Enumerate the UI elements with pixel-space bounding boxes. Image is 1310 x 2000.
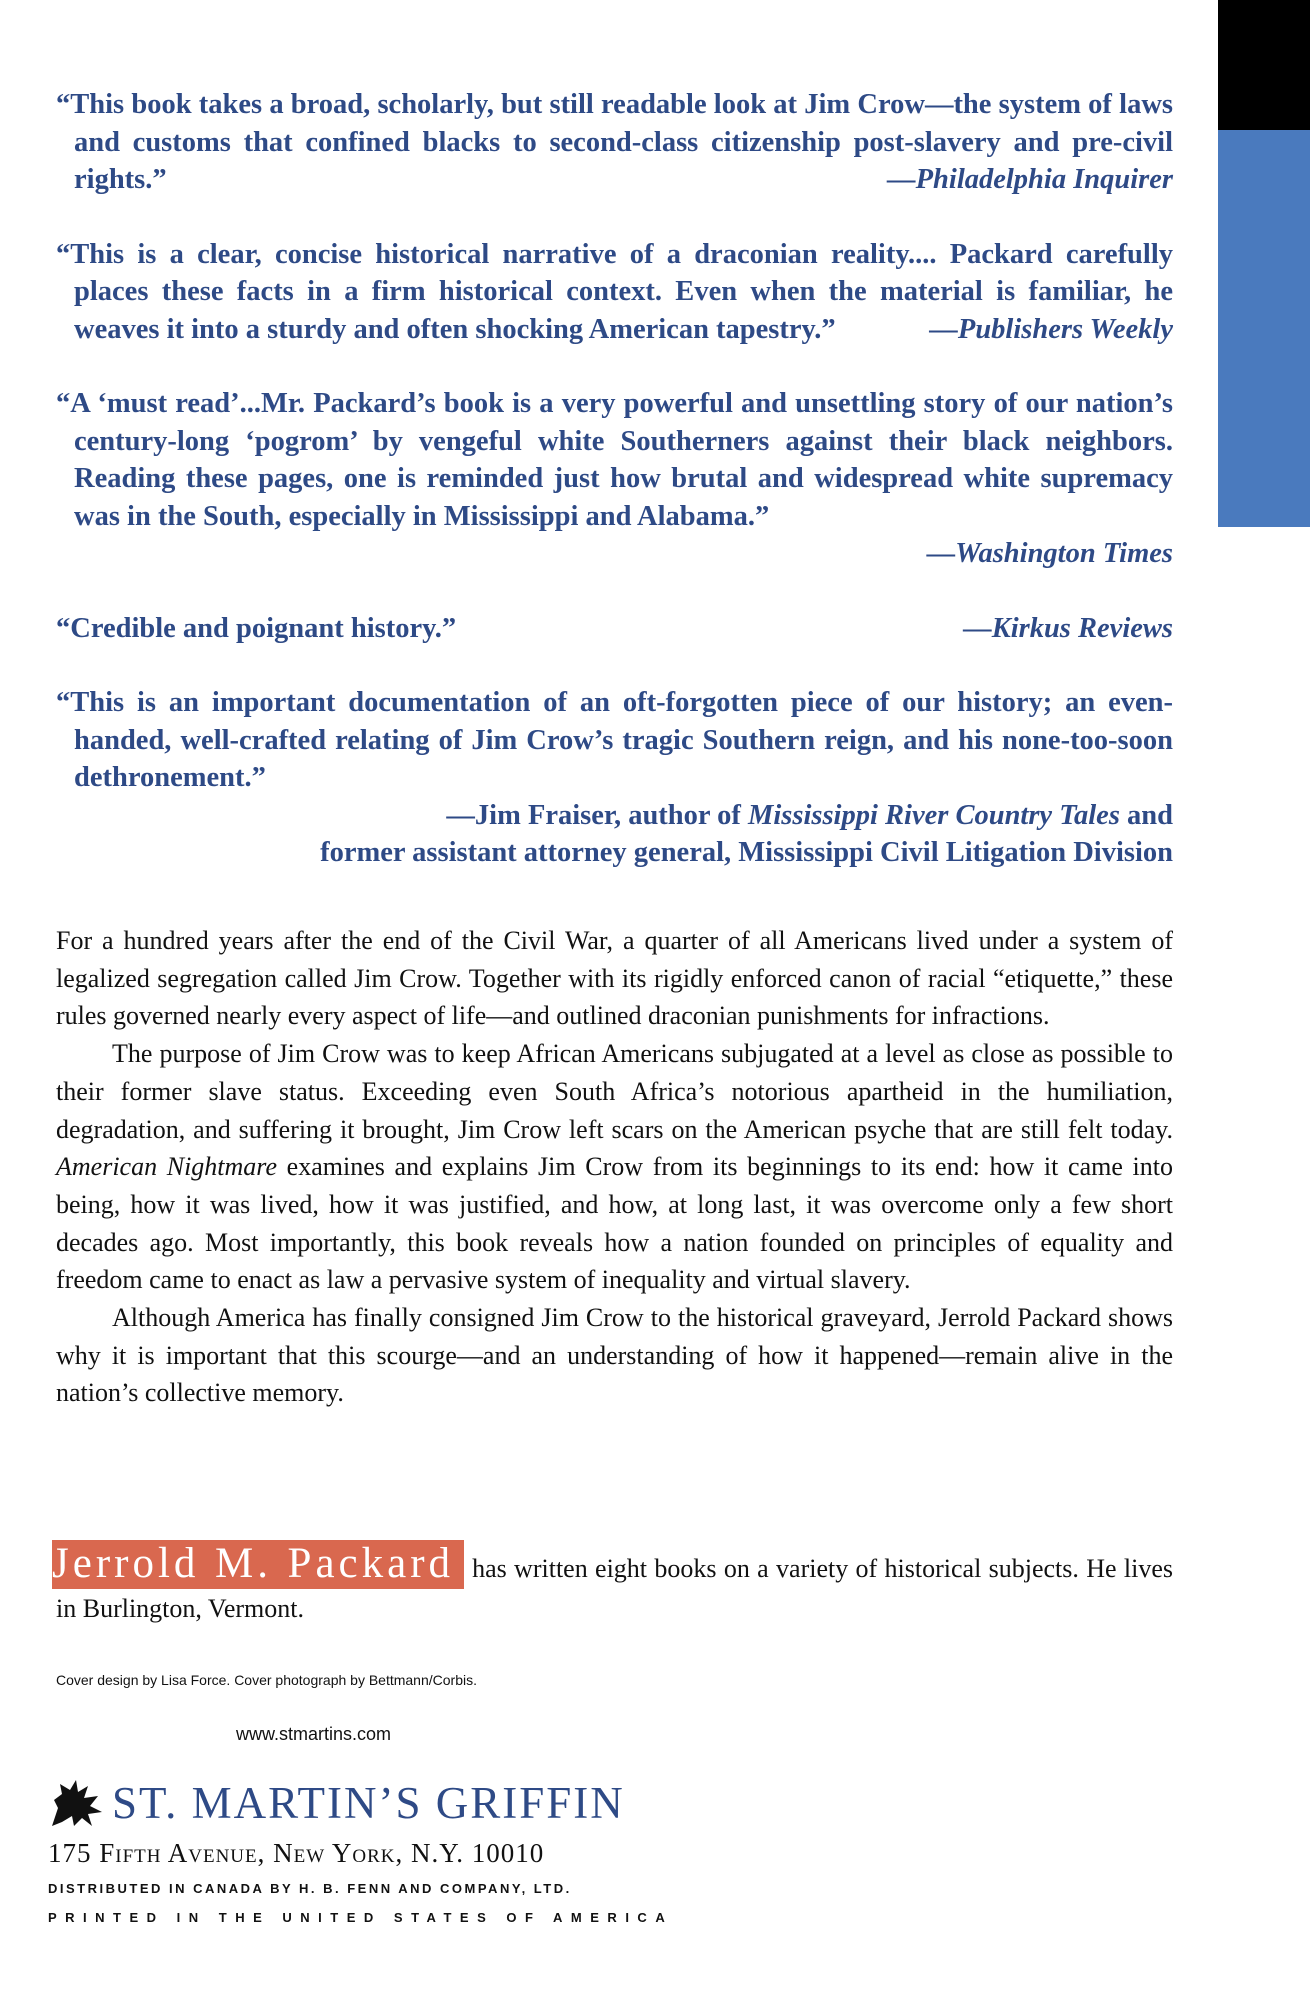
review-quote: “Credible and poignant history.” xyxy=(56,612,457,644)
publisher-url: www.stmartins.com xyxy=(236,1724,392,1744)
author-name: Jerrold M. Packard xyxy=(52,1540,464,1589)
review-source: —Kirkus Reviews xyxy=(963,612,1173,644)
description-paragraph: For a hundred years after the end of the Civil War, a quarter of all Americans lived under a system of legalized segregation called Jim Crow. Together with its rigidly enforced canon of racial “etiquette,” these rules governed nearly every aspect of life—and outlined draconian punishments for infractions. xyxy=(56,926,1173,1031)
author-bio xyxy=(52,1538,1173,1628)
attribution-line-2: former assistant attorney general, Mississippi Civil Litigation Division xyxy=(320,837,1173,868)
description-text: The purpose of Jim Crow was to keep African Americans subjugated at a level as close as possible to their former slave status. Exceeding even South Africa’s notorious apartheid in the humiliation, degradation, and suffering it brought, Jim Crow left scars on the American psyche that are still felt today. xyxy=(56,1039,1173,1144)
attribution-suffix: and xyxy=(1119,799,1173,831)
edge-tab-blue xyxy=(1218,130,1310,527)
review xyxy=(56,610,1173,648)
publisher-name: ST. MARTIN’S GRIFFIN xyxy=(112,1778,625,1828)
review-source: —Philadelphia Inquirer xyxy=(887,164,1173,195)
book-description xyxy=(56,922,1173,1412)
review xyxy=(56,385,1173,573)
publisher-address: 175 Fifth Avenue, New York, N.Y. 10010 xyxy=(48,1838,545,1868)
attribution-book-title: Mississippi River Country Tales xyxy=(748,799,1120,831)
review-quote: “This book takes a broad, scholarly, but still readable look at Jim Crow—the system of laws and customs that confined blacks to second-class citizenship post-slavery and pre-civil rights.” xyxy=(56,89,1173,195)
review xyxy=(56,86,1173,199)
review xyxy=(56,684,1173,872)
review-quote: “This is a clear, concise historical narrative of a draconian reality.... Packard carefully places these facts in a firm historical context. Even when the material is familiar, he weaves it into a sturdy and often shocking American tapestry.” xyxy=(56,238,1173,345)
review-quote: “A ‘must read’...Mr. Packard’s book is a very powerful and unsettling story of our nation’s century-long ‘pogrom’ by vengeful white Southerners against their black neighbors. Reading these pages, one is reminded just how brutal and widespread white supremacy was in the South, especially in Mississippi and Alabama.” xyxy=(56,388,1173,532)
publisher-block xyxy=(48,1778,673,1925)
author-bio-text: has written eight books on a variety of historical subjects. He lives in Burlington, Vermont. xyxy=(56,1554,1173,1623)
griffin-icon xyxy=(48,1778,106,1828)
distribution-note: DISTRIBUTED IN CANADA BY H. B. FENN AND COMPANY, LTD. xyxy=(48,1881,572,1896)
printed-note: PRINTED IN THE UNITED STATES OF AMERICA xyxy=(48,1910,674,1925)
review-list xyxy=(56,86,1173,909)
cover-credits: Cover design by Lisa Force. Cover photograph by Bettmann/Corbis. xyxy=(56,1672,477,1688)
book-title: American Nightmare xyxy=(56,1152,278,1182)
publisher-logo-line xyxy=(48,1778,673,1828)
description-text: examines and explains Jim Crow from its beginnings to its end: how it came into being, how it was lived, how it was justified, and how, at long last, it was overcome only a few short decades ago. Most importantly, this book reveals how a nation founded on principles of equality and freedom came to enact as law a pervasive system of inequality and virtual slavery. xyxy=(56,1152,1173,1295)
review-quote: “This is an important documentation of an oft-forgotten piece of our history; an even-handed, well-crafted relating of Jim Crow’s tragic Southern reign, and his none-too-soon dethronement.” xyxy=(56,687,1173,793)
description-paragraph: Although America has finally consigned Jim Crow to the historical graveyard, Jerrold Packard shows why it is important that this scourge—and an understanding of how it happened—remain alive in the nation’s collective memory. xyxy=(56,1303,1173,1408)
review-source: —Washington Times xyxy=(926,538,1173,569)
review-source: —Publishers Weekly xyxy=(929,313,1173,345)
review xyxy=(56,236,1173,349)
edge-tab-black xyxy=(1218,0,1310,130)
description-paragraph xyxy=(56,1035,1173,1299)
attribution-prefix: —Jim Fraiser, author of xyxy=(446,799,749,831)
review-attribution xyxy=(56,797,1173,835)
